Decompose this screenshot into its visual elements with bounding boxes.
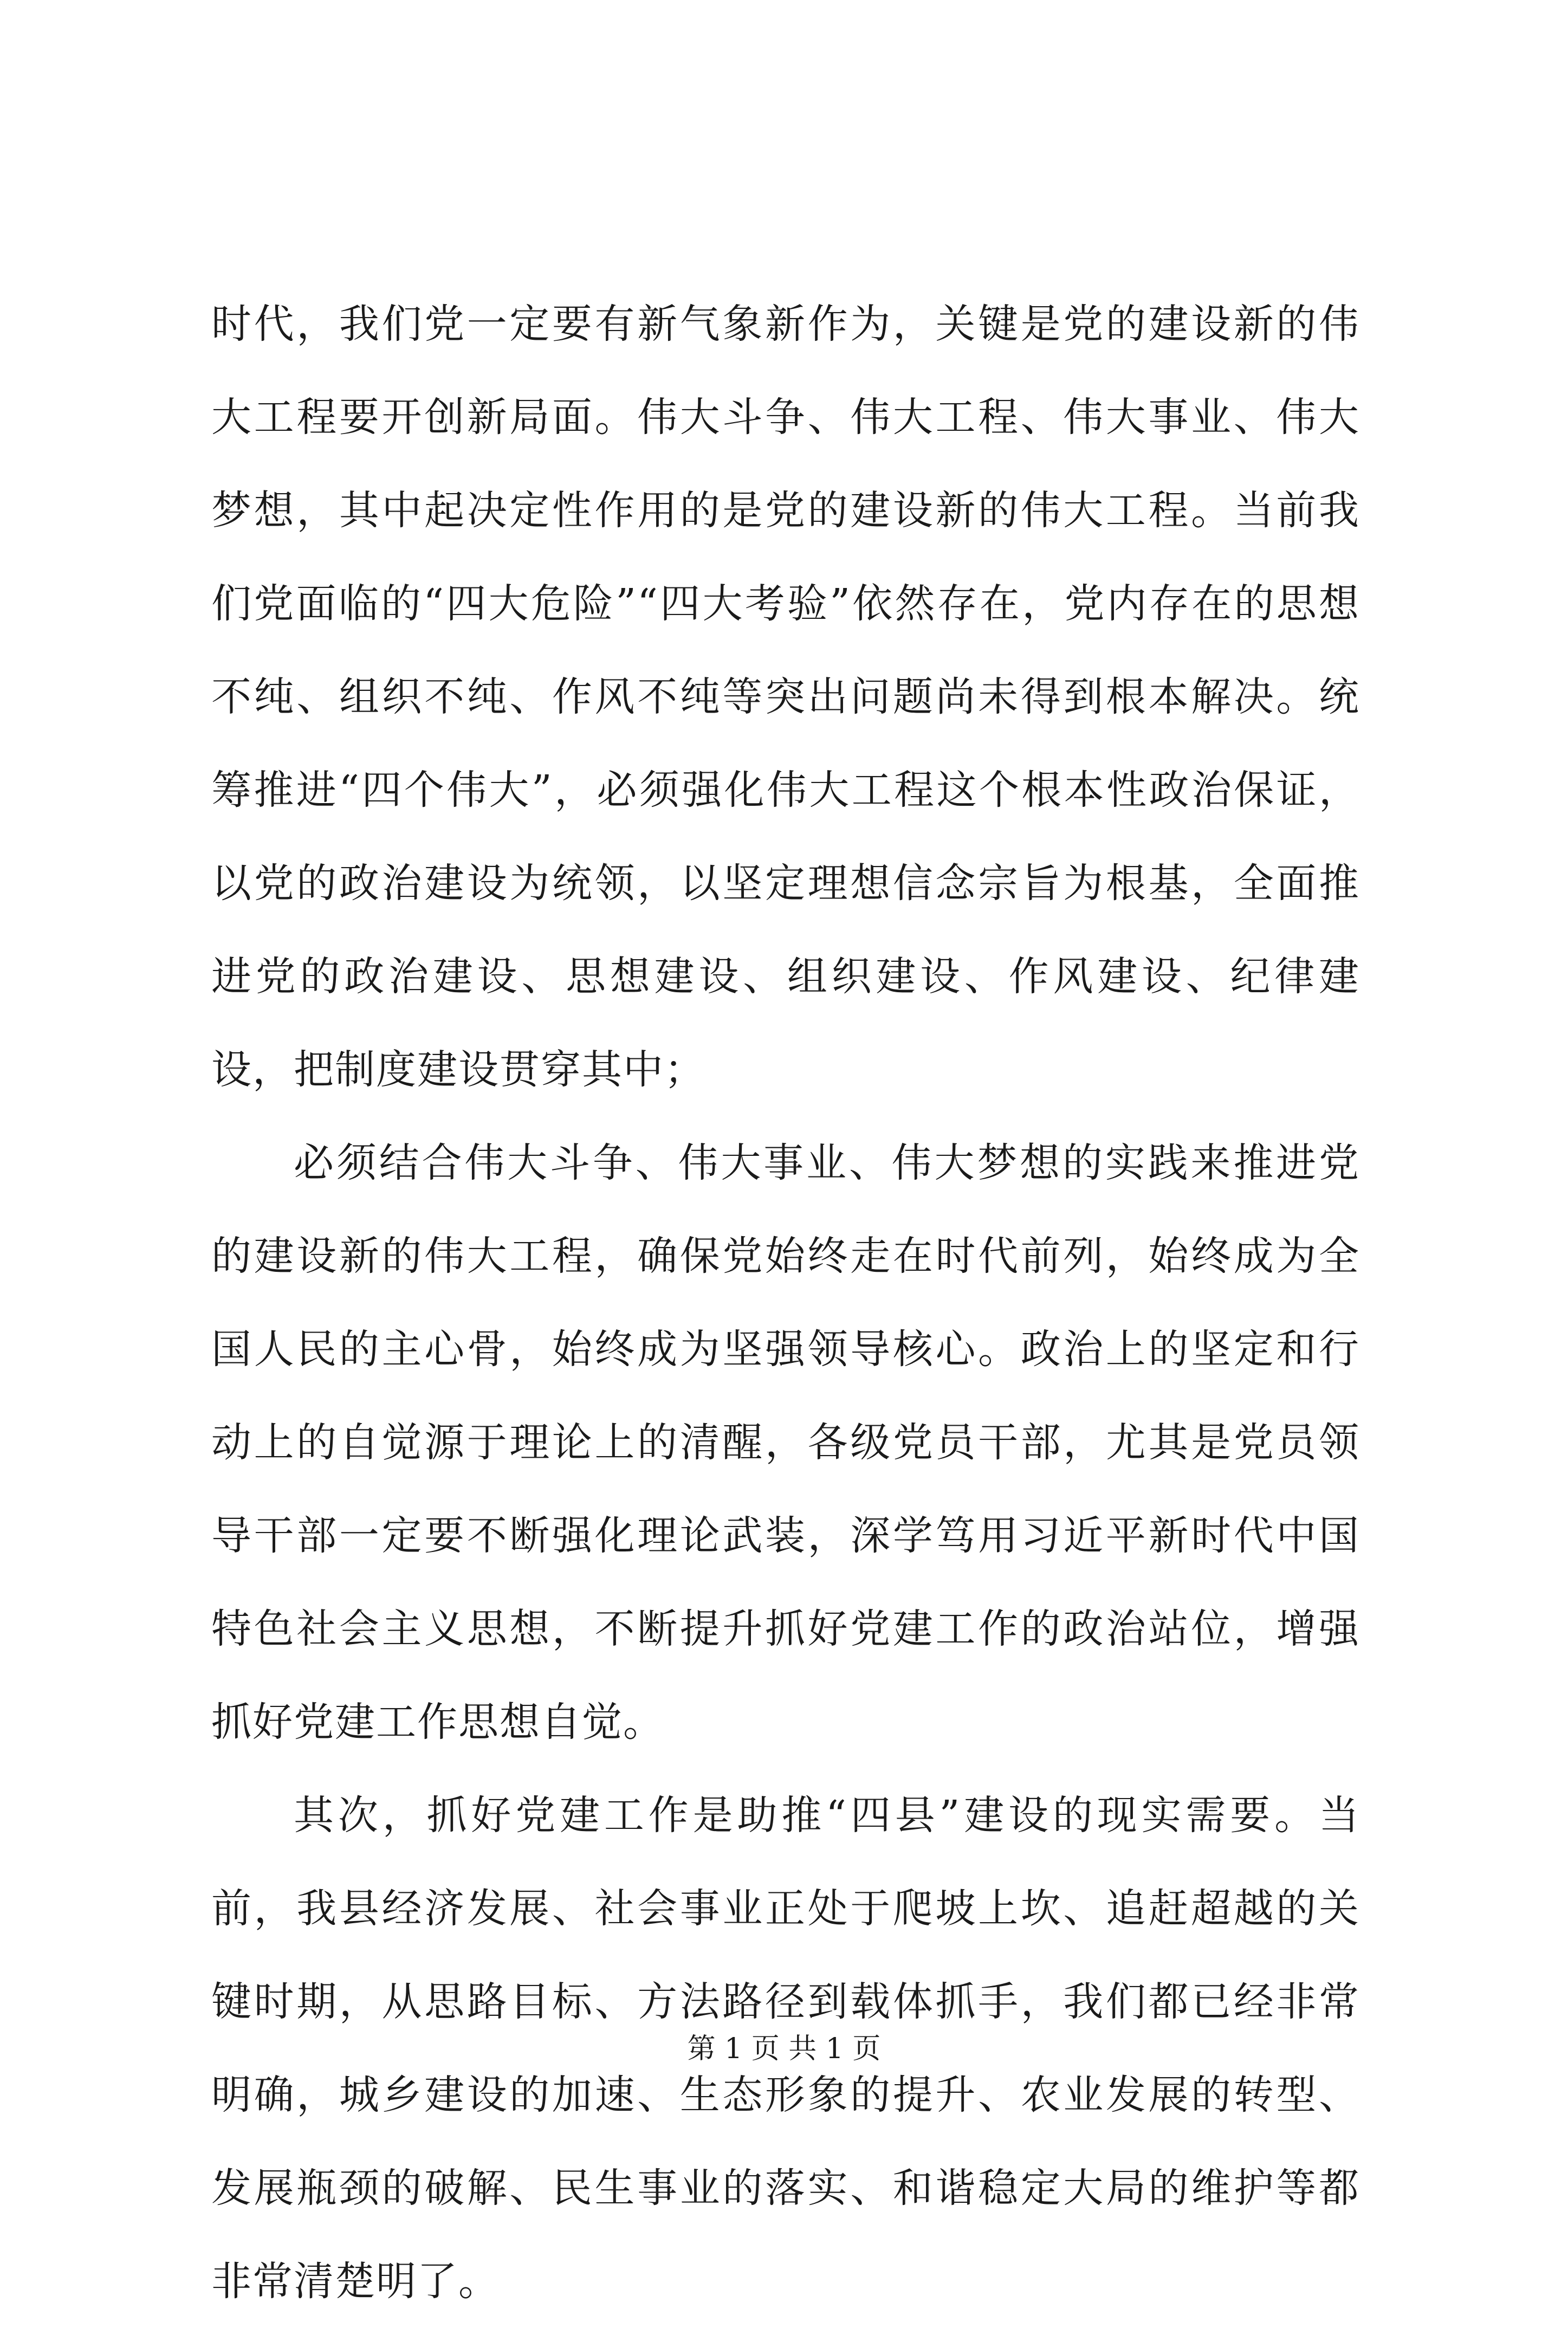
paragraph-3: 其次，抓好党建工作是助推“四县”建设的现实需要。当前，我县经济发展、社会事业正处于爬坡上坎、追赶超越的关键时期，从思路目标、方法路径到载体抓手，我们都已经非常明确，城乡建设的加速、生态形象的提升、农业发展的转型、发展瓶颈的破解、民生事业的落实、和谐稳定大局的维护等都非常清楚明了。 <box>211 1792 1360 2305</box>
page-footer: 第 1 页 共 1 页 <box>687 2033 881 2065</box>
paragraph-1: 时代，我们党一定要有新气象新作为，关键是党的建设新的伟大工程要开创新局面。伟大斗争、伟大工程、伟大事业、伟大梦想，其中起决定性作用的是党的建设新的伟大工程。当前我们党面临的“四大危险”“四大考验”依然存在，党内存在的思想不纯、组织不纯、作风不纯等突出问题尚未得到根本解决。统筹推进“四个伟大”，必须强化伟大工程这个根本性政治保证，以党的政治建设为统领，以坚定理想信念宗旨为根基，全面推进党的政治建设、思想建设、组织建设、作风建设、纪律建设，把制度建设贯穿其中； <box>211 301 1360 1093</box>
paragraph-2: 必须结合伟大斗争、伟大事业、伟大梦想的实践来推进党的建设新的伟大工程，确保党始终走在时代前列，始终成为全国人民的主心骨，始终成为坚强领导核心。政治上的坚定和行动上的自觉源于理论上的清醒，各级党员干部，尤其是党员领导干部一定要不断强化理论武装，深学笃用习近平新时代中国特色社会主义思想，不断提升抓好党建工作的政治站位，增强抓好党建工作思想自觉。 <box>211 1140 1360 1745</box>
document-body <box>211 277 1360 2328</box>
